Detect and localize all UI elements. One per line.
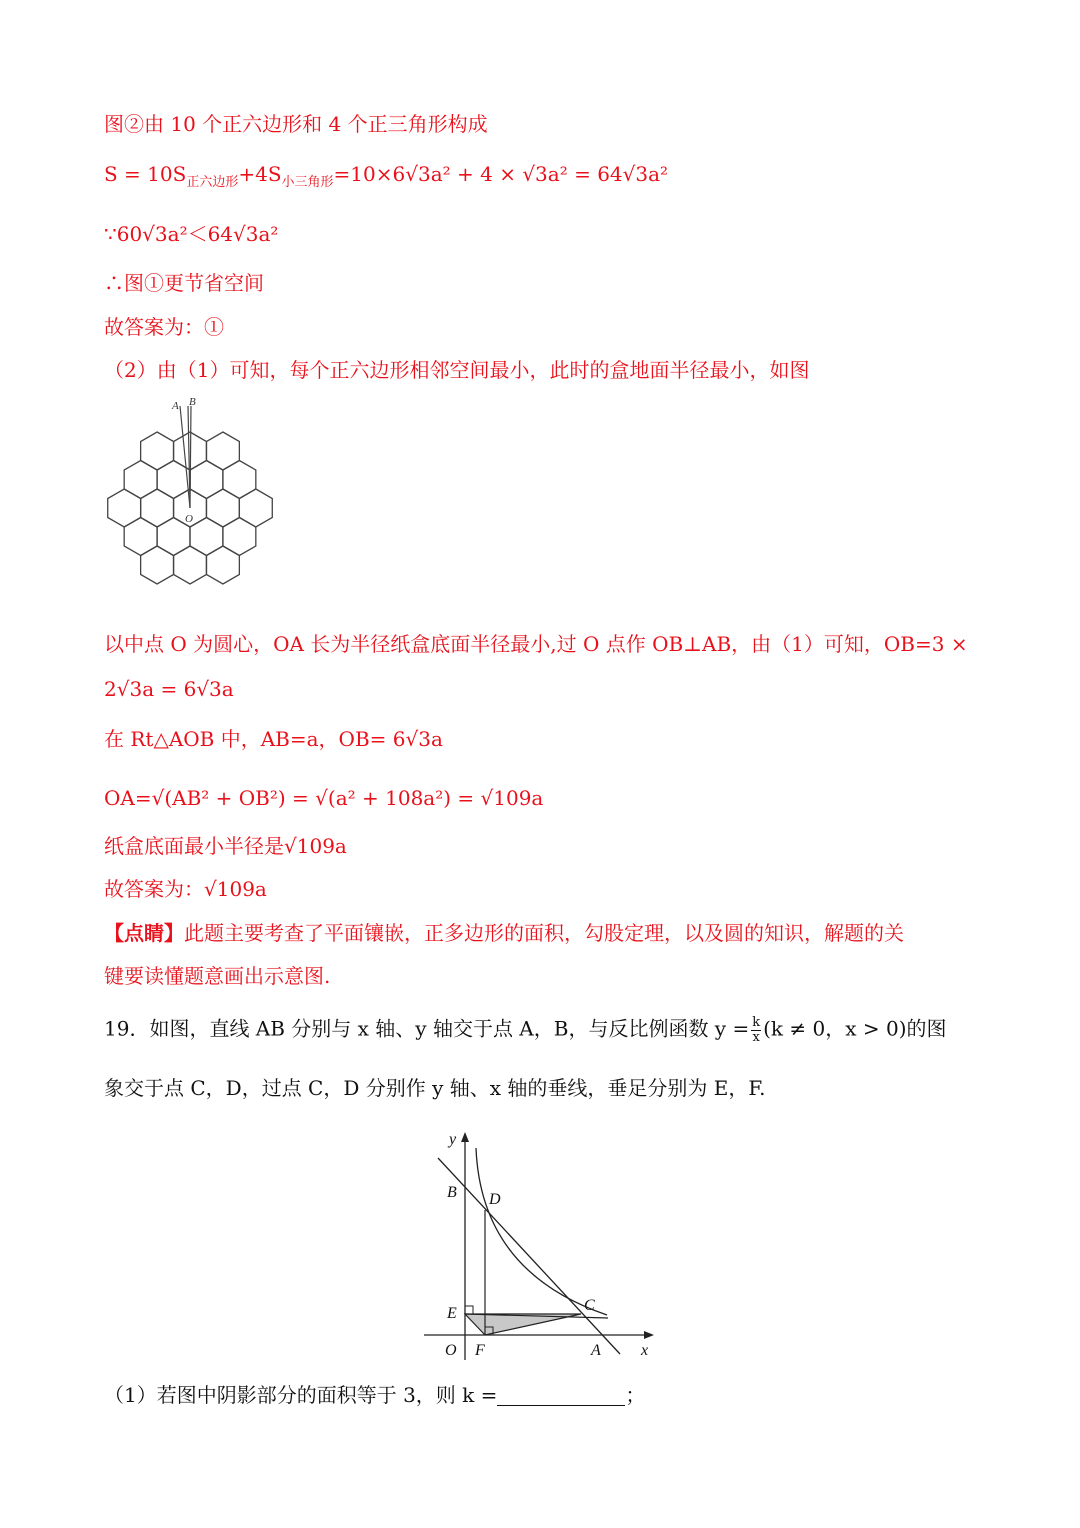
label-f: F xyxy=(475,1342,485,1359)
label-y: y xyxy=(449,1131,457,1148)
label-e: E xyxy=(447,1305,457,1322)
label-c: C xyxy=(584,1297,595,1314)
label-d: D xyxy=(489,1191,501,1208)
label-o: O xyxy=(185,513,193,525)
solution-line-13: 【点睛】此题主要考查了平面镶嵌，正多边形的面积，勾股定理，以及圆的知识，解题的关 xyxy=(104,921,904,945)
label-x: x xyxy=(641,1342,649,1359)
solution-line-1: 图②由 10 个正六边形和 4 个正三角形构成 xyxy=(104,112,488,136)
label-b: B xyxy=(189,396,196,408)
hexagon-cell xyxy=(223,461,256,499)
hexagon-cell xyxy=(124,461,157,499)
solution-line-4: ∴图①更节省空间 xyxy=(104,271,264,295)
hexagon-cell xyxy=(141,432,174,470)
hexagon-cell xyxy=(124,518,157,556)
hexagon-cell xyxy=(206,489,239,527)
answer-blank[interactable] xyxy=(497,1387,625,1406)
dianjing-tag: 【点睛】 xyxy=(104,921,184,945)
right-angle-mark-e xyxy=(465,1306,473,1314)
label-a: A xyxy=(591,1342,601,1359)
fraction-k-over-x: $\frac{k}{x}$ xyxy=(752,1015,761,1045)
solution-line-11: 纸盒底面最小半径是√109a xyxy=(104,834,347,858)
solution-line-10: OA=√(AB² + OB²) = √(a² + 108a²) = √109a xyxy=(104,786,544,810)
label-b: B xyxy=(447,1184,457,1201)
label-a: A xyxy=(172,400,179,412)
hexagon-cell xyxy=(157,461,190,499)
question-19-line-2: 象交于点 C，D，过点 C，D 分别作 y 轴、x 轴的垂线，垂足分别为 E，F. xyxy=(104,1076,766,1100)
hexagon-cell xyxy=(223,518,256,556)
hexagon-cell xyxy=(190,461,223,499)
hexagon-cell xyxy=(206,546,239,584)
solution-line-5: 故答案为：① xyxy=(104,315,224,339)
hexagon-cell xyxy=(141,546,174,584)
coordinate-graph-figure xyxy=(418,1122,668,1364)
hyperbola-curve xyxy=(476,1148,607,1315)
hexagon-cell xyxy=(174,546,207,584)
hexagon-cell xyxy=(206,432,239,470)
question-19-part-1: （1）若图中阴影部分的面积等于 3，则 k = ； xyxy=(104,1383,646,1407)
solution-line-8: 2√3a = 6√3a xyxy=(104,677,234,701)
hexagon-cell xyxy=(108,489,141,527)
solution-line-3: ∵60√3a²＜64√3a² xyxy=(104,222,279,246)
solution-line-6: （2）由（1）可知，每个正六边形相邻空间最小，此时的盒地面半径最小，如图 xyxy=(104,358,810,382)
hexagon-tiling-figure xyxy=(104,392,280,618)
solution-line-12: 故答案为：√109a xyxy=(104,877,267,901)
label-o: O xyxy=(445,1342,457,1359)
question-19-line-1: 19．如图，直线 AB 分别与 x 轴、y 轴交于点 A，B，与反比例函数 y = $\frac{k}{x}$ (k ≠ 0，x > 0)的图 xyxy=(104,1015,947,1045)
solution-line-14: 键要读懂题意画出示意图. xyxy=(104,964,331,988)
solution-line-7: 以中点 O 为圆心，OA 长为半径纸盒底面半径最小,过 O 点作 OB⊥AB，由（1）可知，OB=3 × xyxy=(104,632,968,656)
hexagon-cell xyxy=(141,489,174,527)
solution-line-2: $S = 10S_{正六边形}+4S_{小三角形}=10\times 6√3a^2 + 4 \times √3a^2 = 64√3a^2$ xyxy=(104,162,669,190)
hexagon-cell xyxy=(239,489,272,527)
hexagon-cell xyxy=(190,518,223,556)
solution-line-9: 在 Rt△AOB 中，AB=a，OB= 6√3a xyxy=(104,727,443,751)
x-axis-arrow-icon xyxy=(644,1331,654,1339)
y-axis-arrow-icon xyxy=(461,1132,469,1142)
triangle-aob-lines xyxy=(180,406,191,508)
